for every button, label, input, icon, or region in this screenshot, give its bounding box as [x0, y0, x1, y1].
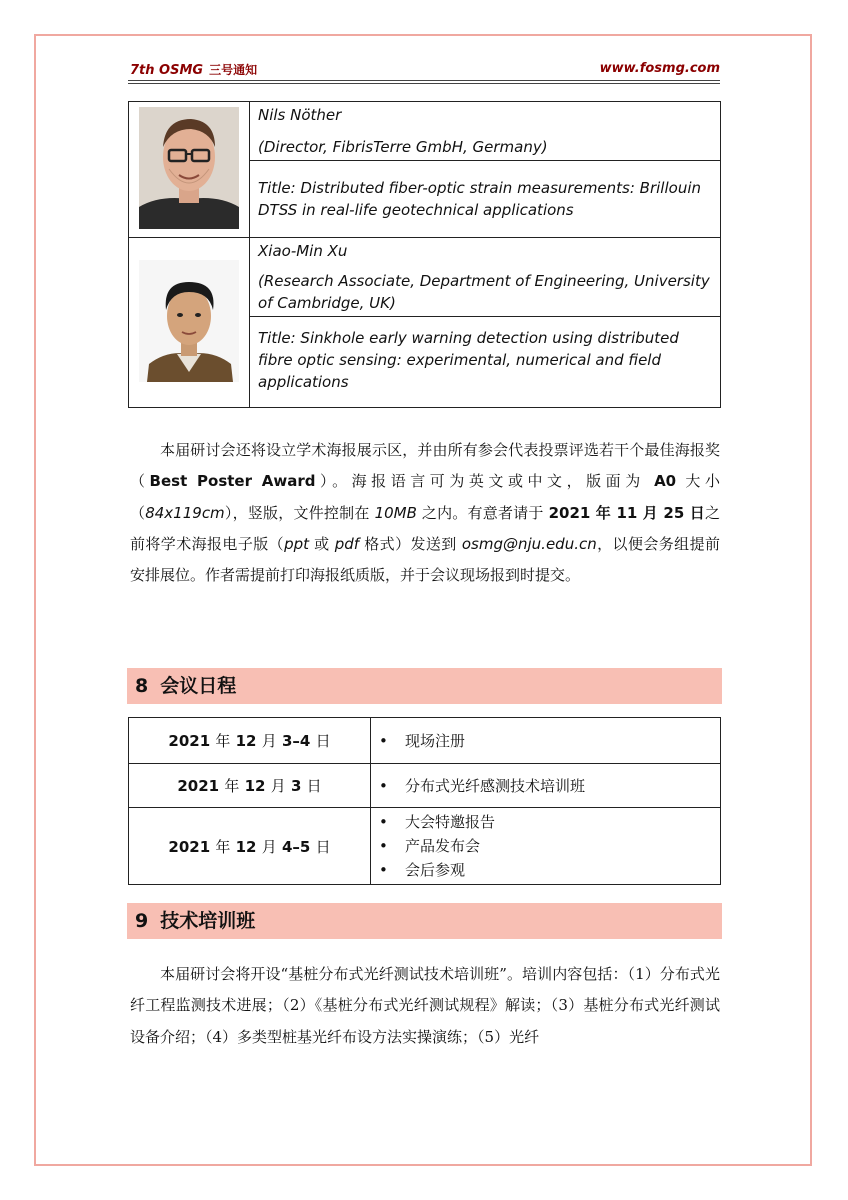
- speaker-affiliation: (Research Associate, Department of Engineering, University of Cambridge, UK): [258, 272, 710, 312]
- schedule-row: [129, 764, 721, 808]
- speaker-name-cell: [250, 102, 721, 161]
- schedule-row: [129, 718, 721, 764]
- running-header-url[interactable]: www.fosmg.com: [599, 61, 720, 76]
- schedule-items: [371, 808, 721, 885]
- schedule-items: [371, 764, 721, 808]
- section-heading-9: 9 技术培训班: [127, 903, 722, 939]
- schedule-items: [371, 718, 721, 764]
- talk-title-cell: [250, 161, 721, 238]
- talk-title: Title: Sinkhole early warning detection using distributed fibre optic sensing: experimental, numerical and field applications: [258, 329, 679, 391]
- schedule-item: • 大会特邀报告: [405, 810, 720, 834]
- talk-title: Title: Distributed fiber-optic strain measurements: Brillouin DTSS in real-life geotechnical applications: [258, 179, 701, 219]
- speaker-name: Xiao-Min Xu: [258, 242, 348, 260]
- schedule-date: 2021 年 12 月 3 日: [129, 764, 371, 808]
- deadline: 2021 年 11 月 25 日: [548, 503, 705, 522]
- speaker-name: Nils Nöther: [258, 106, 342, 124]
- schedule-item: • 会后参观: [405, 858, 720, 882]
- schedule-date: 2021 年 12 月 4–5 日: [129, 808, 371, 885]
- header-rule: [128, 80, 720, 81]
- schedule-row: [129, 808, 721, 885]
- speaker-name-cell: [250, 238, 721, 317]
- schedule-table: [128, 717, 721, 885]
- schedule-item: • 分布式光纤感测技术培训班: [405, 774, 720, 798]
- running-header-left: 7th OSMG 三号通知: [130, 63, 258, 78]
- schedule-item: • 现场注册: [405, 729, 720, 753]
- speaker-photo-cell: [129, 102, 250, 238]
- speaker-photo-nils: [139, 107, 239, 229]
- header-rule: [128, 83, 720, 84]
- email-link[interactable]: osmg@nju.edu.cn: [461, 534, 597, 553]
- speaker-affiliation: (Director, FibrisTerre GmbH, Germany): [258, 138, 548, 156]
- speaker-table: [128, 101, 721, 408]
- speaker-photo-xu: [139, 260, 239, 382]
- schedule-item: • 产品发布会: [405, 834, 720, 858]
- training-paragraph: 本届研讨会将开设“基桩分布式光纤测试技术培训班”。培训内容包括：（1）分布式光纤工程监测技术进展；（2）《基桩分布式光纤测试规程》解读；（3）基桩分布式光纤测试设备介绍；（4）多类型桩基光纤布设方法实操演练；（5）光纤: [130, 965, 720, 1046]
- talk-title-cell: [250, 317, 721, 408]
- schedule-date: 2021 年 12 月 3–4 日: [129, 718, 371, 764]
- poster-paragraph: 本届研讨会还将设立学术海报展示区，并由所有参会代表投票评选若干个最佳海报奖（Best Poster Award）。海报语言可为英文或中文，版面为 A0 大小（84x119cm），竖版，文件控制在 10MB 之内。有意者请于 2021 年 11 月 25 日之前将学术海报电子版（ppt 或 pdf 格式）发送到 osmg@nju.edu.cn，以便会务组提前安排展位。作者需提前打印海报纸质版，并于会议现场报到时提交。: [130, 441, 720, 585]
- section-heading-8: 8 会议日程: [127, 668, 722, 704]
- speaker-photo-cell: [129, 238, 250, 408]
